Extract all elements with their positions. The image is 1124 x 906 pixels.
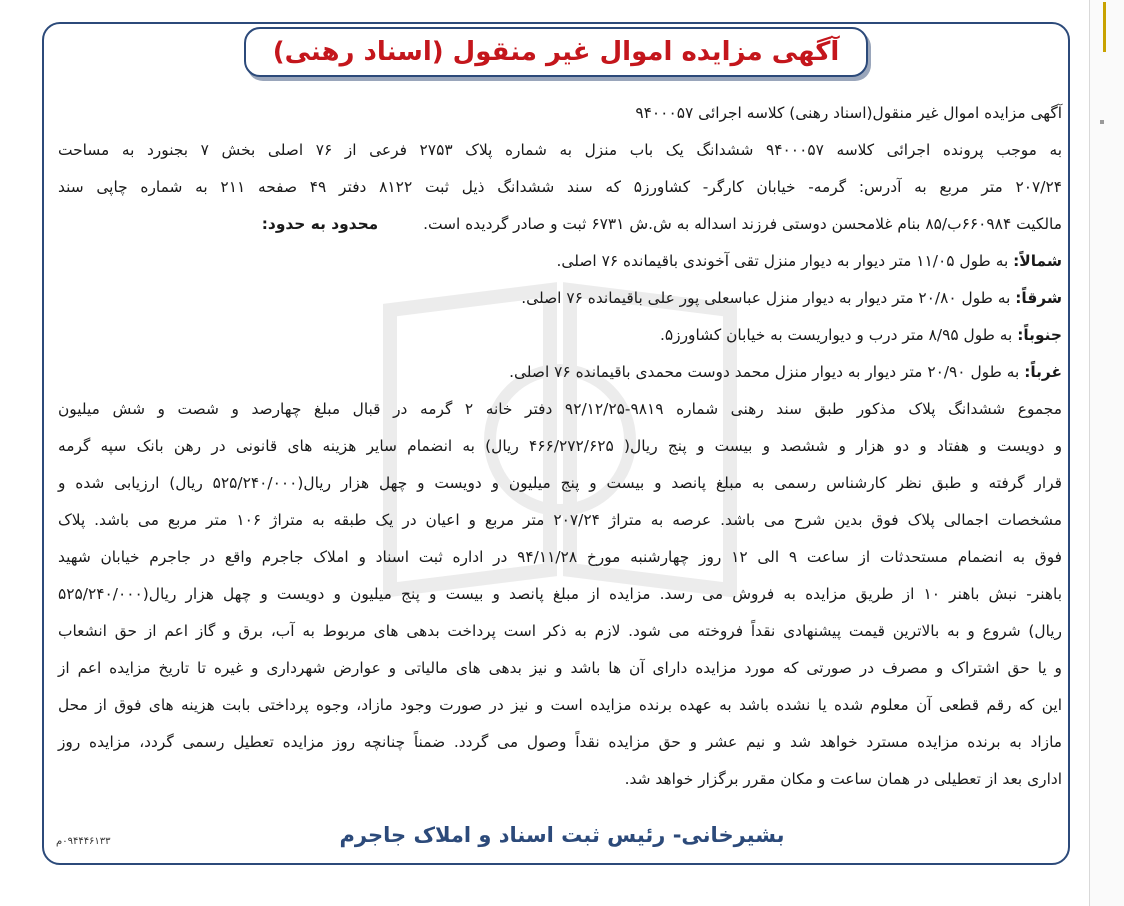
boundary-east bbox=[58, 280, 1062, 317]
boundary-south bbox=[58, 317, 1062, 354]
paragraph-line: و یا حق اشتراک و مصرف در صورتی که مورد مزایده دارای آن ها باشد و نیز بدهی های مالیاتی و عوارض شهرداری و غیره تا تاریخ مزایده اعم از bbox=[58, 659, 1062, 677]
notice-text-line: ۲۰۷/۲۴ متر مربع به آدرس: گرمه- خیابان کارگر- کشاورز۵ که سند ششدانگ ذیل ثبت ۸۱۲۲ دفتر ۴۹ صفحه ۲۱۱ به شماره چاپی سند bbox=[58, 178, 1062, 196]
notice-title: آگهی مزایده اموال غیر منقول (اسناد رهنی) bbox=[272, 37, 840, 67]
owner-line: مالکیت ۶۶۰۹۸۴ب/۸۵ بنام غلامحسن دوستی فرزند اسداله به ش.ش ۶۷۳۱ ثبت و صادر گردیده است. bbox=[423, 215, 1062, 233]
boundary-south-label: جنوباً: bbox=[1017, 326, 1062, 344]
paragraph-line: باهنر- نبش باهنر ۱۰ از طریق مزایده به فروش می رسد. مزایده از مبلغ پانصد و بیست و پنج میلیون و دویست و چهل هزار ریال(۵۲۵/۲۴۰/۰۰۰ bbox=[58, 585, 1062, 603]
boundary-east-text: به طول ۲۰/۸۰ متر دیوار به دیوار منزل عباسعلی پور علی باقیمانده ۷۶ اصلی. bbox=[521, 289, 1016, 307]
paragraph-line: اداری بعد از تعطیلی در همان ساعت و مکان مقرر برگزار خواهد شد. bbox=[624, 770, 1062, 788]
paragraph-line: مازاد به برنده مزایده مسترد خواهد شد و نیم عشر و حق مزایده نقداً وصول می گردد. ضمناً چنانچه روز مزایده تعطیل رسمی گردد، مزایده روز bbox=[58, 733, 1062, 751]
boundary-north bbox=[58, 243, 1062, 280]
boundary-south-text: به طول ۸/۹۵ متر درب و دیواریست به خیابان کشاورز۵. bbox=[659, 326, 1018, 344]
boundary-north-label: شمالاً: bbox=[1013, 252, 1062, 270]
edge-marker bbox=[1103, 2, 1106, 52]
notice-heading-line: آگهی مزایده اموال غیر منقول(اسناد رهنی) کلاسه اجرائی ۹۴۰۰۰۵۷ bbox=[635, 104, 1062, 122]
boundary-east-label: شرقاً: bbox=[1015, 289, 1062, 307]
edge-dot bbox=[1100, 120, 1104, 124]
paragraph-line: فوق به انضمام مستحدثات از ساعت ۹ الی ۱۲ روز چهارشنبه مورخ ۹۴/۱۱/۲۸ در اداره ثبت اسناد و املاک جاجرم واقع در جاجرم خیابان شهید bbox=[58, 548, 1063, 566]
paragraph-line: مجموع ششدانگ پلاک مذکور طبق سند رهنی شماره ۹۸۱۹-۹۲/۱۲/۲۵ دفتر خانه ۲ گرمه در قبال مبلغ چهارصد و شصت و شش میلیون bbox=[58, 400, 1062, 418]
paragraph-line: و دویست و هفتاد و دو هزار و ششصد و بیست و پنج ریال( ۴۶۶/۲۷۲/۶۲۵ ریال) به انضمام سایر هزینه های قانونی در رهن بانک سپه گرمه bbox=[58, 437, 1063, 455]
notice-code: ۰۹۴۴۴۶۱۳۳م bbox=[56, 836, 111, 847]
paragraph-line: ریال) شروع و به بالاترین قیمت پیشنهادی نقداً فروخته می شود. لازم به ذکر است پرداخت بدهی های مربوط به آب، برق و گاز اعم از حق انشعاب bbox=[58, 622, 1062, 640]
boundary-west bbox=[58, 354, 1062, 391]
paragraph-line: قرار گرفته و طبق نظر کارشناس رسمی به مبلغ پانصد و بیست و پنج میلیون و دویست و چهل هزار ریال(۵۲۵/۲۴۰/۰۰۰ ریال) ارزیابی شده و bbox=[58, 474, 1062, 492]
title-banner bbox=[244, 27, 868, 77]
boundary-west-label: غرباً: bbox=[1024, 363, 1062, 381]
signature: بشیرخانی- رئیس ثبت اسناد و املاک جاجرم bbox=[339, 823, 785, 847]
paragraph-line: مشخصات اجمالی پلاک فوق بدین شرح می باشد. عرصه به متراژ ۲۰۷/۲۴ متر مربع و اعیان در یک طبقه به متراژ ۱۰۶ متر مربع می باشد. پلاک bbox=[58, 511, 1062, 529]
limits-label: محدود به حدود: bbox=[261, 215, 379, 233]
paragraph-line: این که رقم قطعی آن معلوم شده یا نشده باشد به عهده برنده مزایده است و نیز در صورت وجود مازاد، وجوه پرداختی بابت هزینه های فوق از محل bbox=[58, 696, 1062, 714]
right-edge-strip bbox=[1089, 0, 1124, 906]
notice-text-line bbox=[58, 206, 1062, 243]
notice-body bbox=[58, 95, 1062, 798]
boundary-west-text: به طول ۲۰/۹۰ متر دیوار به دیوار منزل محمد دوست محمدی باقیمانده ۷۶ اصلی. bbox=[509, 363, 1025, 381]
notice-text-line: به موجب پرونده اجرائی کلاسه ۹۴۰۰۰۵۷ ششدانگ یک باب منزل به شماره پلاک ۲۷۵۳ فرعی از ۷۶ اصلی بخش ۷ بجنورد به مساحت bbox=[58, 141, 1063, 159]
boundary-north-text: به طول ۱۱/۰۵ متر دیوار به دیوار منزل تقی آخوندی باقیمانده ۷۶ اصلی. bbox=[556, 252, 1014, 270]
